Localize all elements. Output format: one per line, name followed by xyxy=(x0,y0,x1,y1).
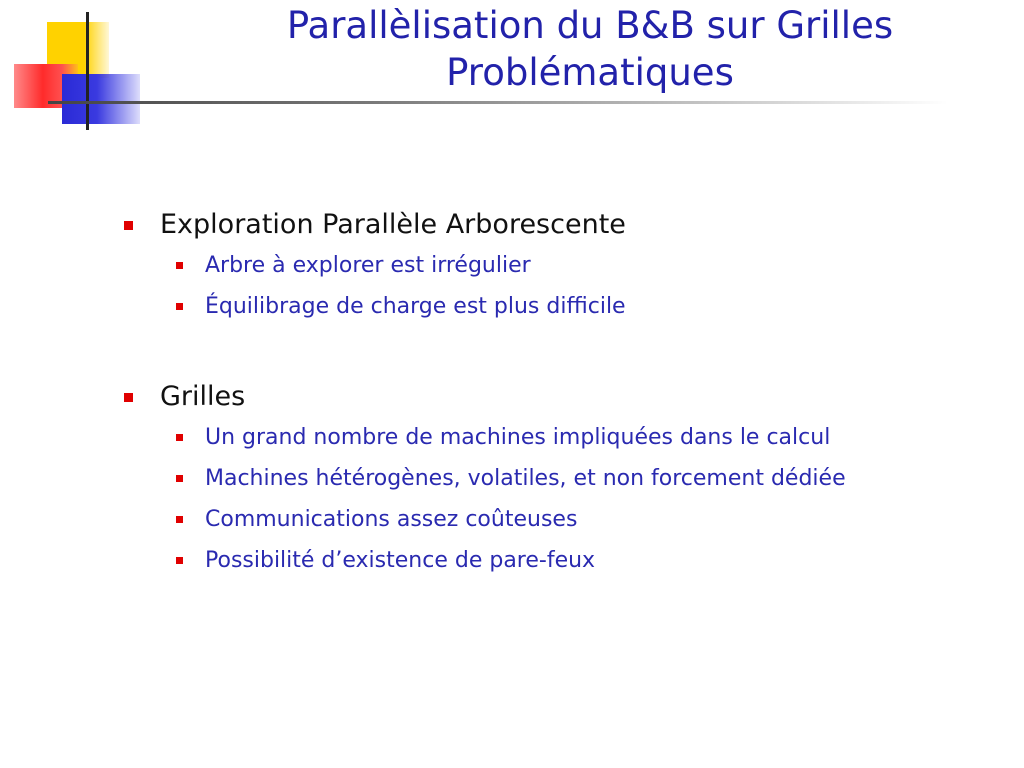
sub-bullet-text: Un grand nombre de machines impliquées dans le calcul xyxy=(205,425,831,450)
section-heading-text: Exploration Parallèle Arborescente xyxy=(160,209,626,240)
sub-bullet-item xyxy=(120,458,1000,499)
sub-bullet-item xyxy=(120,540,1000,581)
sub-bullet-text: Arbre à explorer est irrégulier xyxy=(205,253,531,278)
section-heading-exploration xyxy=(120,205,1000,245)
square-bullet-icon xyxy=(176,557,183,564)
sub-bullet-text: Possibilité d’existence de pare-feux xyxy=(205,548,596,573)
blue-square-decoration xyxy=(62,74,140,124)
square-bullet-icon xyxy=(124,393,133,402)
square-bullet-icon xyxy=(176,434,183,441)
slide-title-line-2: Problématiques xyxy=(446,51,734,94)
sub-bullet-text: Équilibrage de charge est plus difficile xyxy=(205,294,626,319)
slide-body xyxy=(120,205,1000,581)
sub-bullet-text: Communications assez coûteuses xyxy=(205,507,578,532)
sub-bullet-item xyxy=(120,286,1000,327)
sub-bullet-text: Machines hétérogènes, volatiles, et non forcement dédiée xyxy=(205,466,846,491)
sub-bullet-item xyxy=(120,245,1000,286)
bullet-list xyxy=(120,205,1000,327)
sub-bullet-item xyxy=(120,417,1000,458)
bullet-list xyxy=(120,377,1000,581)
section-spacer xyxy=(120,327,1000,377)
square-bullet-icon xyxy=(176,516,183,523)
title-underline-rule xyxy=(48,101,948,104)
slide-title xyxy=(150,2,1024,96)
square-bullet-icon xyxy=(176,475,183,482)
section-heading-grilles xyxy=(120,377,1000,417)
vertical-rule-decoration xyxy=(86,12,89,130)
square-bullet-icon xyxy=(124,221,133,230)
square-bullet-icon xyxy=(176,303,183,310)
template-logo-decoration xyxy=(0,0,160,140)
square-bullet-icon xyxy=(176,262,183,269)
slide-title-line-1: Parallèlisation du B&B sur Grilles xyxy=(286,4,894,47)
sub-bullet-item xyxy=(120,499,1000,540)
section-heading-text: Grilles xyxy=(160,381,246,412)
